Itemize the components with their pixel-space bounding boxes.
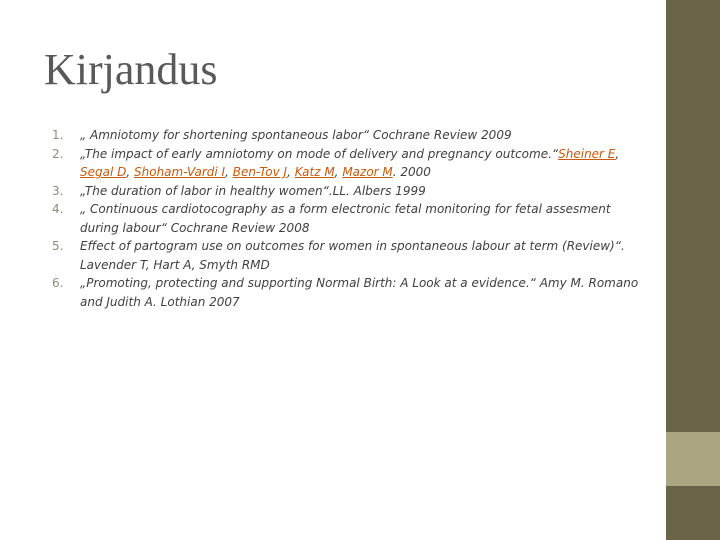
- author-link-mazor[interactable]: Mazor M: [342, 165, 393, 179]
- reference-number: 5.: [52, 239, 64, 253]
- author-separator: ,: [615, 146, 620, 161]
- author-link-ben-tov[interactable]: Ben-Tov J: [232, 165, 288, 179]
- reference-text: „The duration of labor in healthy women“.LL. Albers 1999: [80, 183, 426, 198]
- reference-number: 6.: [52, 276, 64, 290]
- author-link-katz[interactable]: Katz M: [294, 165, 335, 179]
- author-separator: ,: [334, 165, 343, 179]
- reference-year: . 2000: [392, 165, 431, 179]
- reference-item: [44, 200, 639, 237]
- reference-text: Effect of partogram use on outcomes for women in spontaneous labour at term (Review)“. Lavender T, Hart A, Smyth RMD: [80, 239, 625, 272]
- sidebar-top-block: [666, 0, 720, 432]
- reference-number: 4.: [52, 202, 64, 216]
- reference-number: 3.: [52, 183, 64, 198]
- reference-item: [44, 145, 639, 182]
- reference-item: [44, 182, 639, 201]
- reference-item: [44, 237, 639, 274]
- sidebar-bottom-block: [666, 486, 720, 540]
- reference-number: 2.: [52, 146, 64, 161]
- reference-text: „ Continuous cardiotocography as a form electronic fetal monitoring for fetal assesment during labour“ Cochrane Review 2008: [80, 202, 611, 235]
- author-link-shoham-vardi[interactable]: Shoham-Vardi I: [134, 165, 226, 179]
- author-separator: ,: [126, 165, 134, 179]
- author-link-sheiner[interactable]: Sheiner E: [558, 146, 616, 161]
- reference-text: „The impact of early amniotomy on mode of delivery and pregnancy outcome.“: [80, 146, 559, 161]
- reference-number: 1.: [52, 128, 64, 142]
- reference-text: „Promoting, protecting and supporting Normal Birth: A Look at a evidence.“ Amy M. Romano and Judith A. Lothian 2007: [80, 276, 639, 309]
- reference-item: [44, 274, 639, 311]
- author-link-segal[interactable]: Segal D: [80, 165, 127, 179]
- decorative-sidebar: [666, 0, 720, 540]
- author-separator: ,: [287, 165, 295, 179]
- sidebar-accent-block: [666, 432, 720, 486]
- slide-title: Kirjandus: [44, 45, 218, 94]
- reference-item: [44, 126, 639, 145]
- reference-text: „ Amniotomy for shortening spontaneous labor“ Cochrane Review 2009: [80, 128, 512, 142]
- author-separator: ,: [225, 165, 233, 179]
- reference-list: [44, 126, 639, 311]
